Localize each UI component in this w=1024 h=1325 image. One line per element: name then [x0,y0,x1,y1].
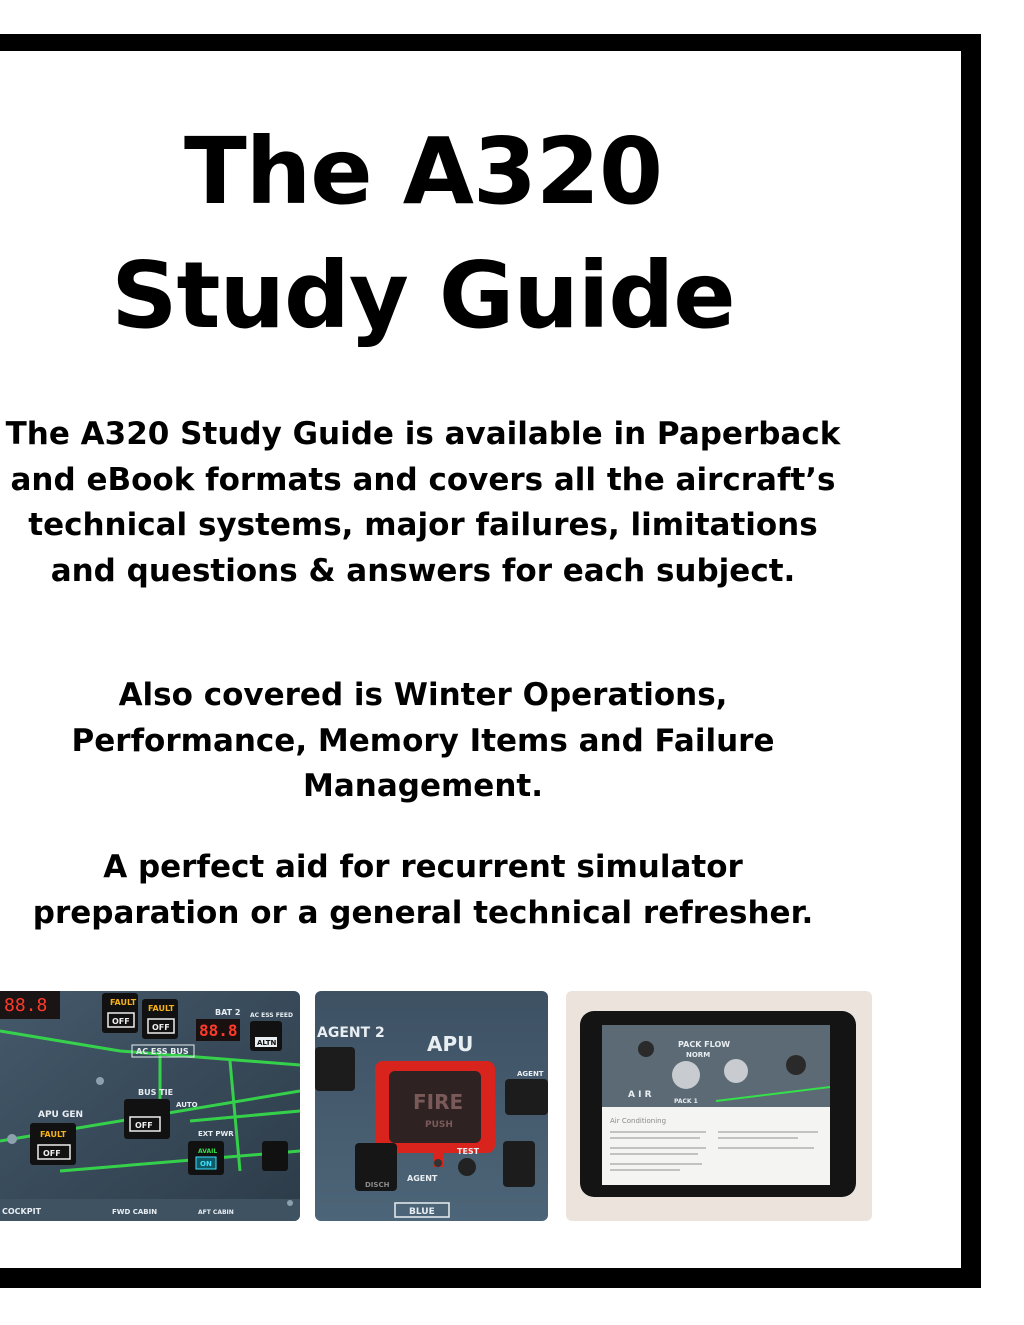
ac-ess-feed-label: AC ESS FEED [250,1012,293,1019]
auto-label: AUTO [176,1101,198,1109]
ext-pwr-label: EXT PWR [198,1130,234,1138]
tablet-ebook-photo [566,991,872,1221]
pack1-label: PACK 1 [674,1098,698,1105]
blue-label: BLUE [409,1207,435,1217]
cockpit-label: COCKPIT [2,1207,42,1216]
fault-label-3: FAULT [40,1130,67,1139]
apu-gen-label: APU GEN [38,1110,84,1120]
fire-label: FIRE [413,1090,464,1114]
norm-label: NORM [686,1051,711,1059]
air-label: A I R [628,1090,652,1100]
fault-label-1: FAULT [110,998,137,1007]
off-label-4: OFF [43,1149,61,1158]
page-title [0,110,846,358]
title-line-1: The A320 [184,118,662,225]
title-line-2: Study Guide [111,242,735,349]
on-label: ON [200,1160,212,1168]
ac-ess-bus-label: AC ESS BUS [136,1047,189,1056]
voltage-display: 88.8 [199,1021,238,1040]
frame-top-border [0,34,981,51]
pack-flow-label: PACK FLOW [678,1040,731,1049]
test-label: TEST [457,1147,480,1156]
off-label-2: OFF [152,1023,170,1032]
apu-label: APU [427,1032,474,1056]
svg-text:88.8: 88.8 [4,995,48,1016]
apu-fire-panel-photo [315,991,548,1221]
fault-label-2: FAULT [148,1004,175,1013]
electrical-panel-photo [0,991,300,1221]
off-label-3: OFF [135,1121,153,1130]
altn-label: ALTN [257,1039,277,1047]
coverage-paragraph: Also covered is Winter Operations, Performance, Memory Items and Failure Management. [71,677,775,804]
agent-label: AGENT [407,1174,438,1183]
push-label: PUSH [425,1120,453,1130]
avail-label: AVAIL [198,1148,218,1155]
description-paragraph: The A320 Study Guide is available in Paperback and eBook formats and covers all the aircraft’s technical systems, major failures, limitations and questions & answers for each subject. [5,416,841,589]
disch-label: DISCH [365,1181,390,1189]
fwd-cabin-label: FWD CABIN [112,1208,158,1216]
frame-bottom-border [0,1268,981,1288]
bus-tie-label: BUS TIE [138,1088,174,1097]
frame-right-border [961,34,981,1288]
purpose-paragraph: A perfect aid for recurrent simulator preparation or a general technical refresher. [32,849,814,931]
agent2-label: AGENT 2 [317,1025,385,1041]
agent1-label: AGENT [517,1070,544,1078]
aft-cabin-label: AFT CABIN [198,1209,234,1216]
tablet-heading: Air Conditioning [610,1117,667,1125]
bat-label: BAT 2 [215,1008,241,1017]
off-label-1: OFF [112,1017,130,1026]
